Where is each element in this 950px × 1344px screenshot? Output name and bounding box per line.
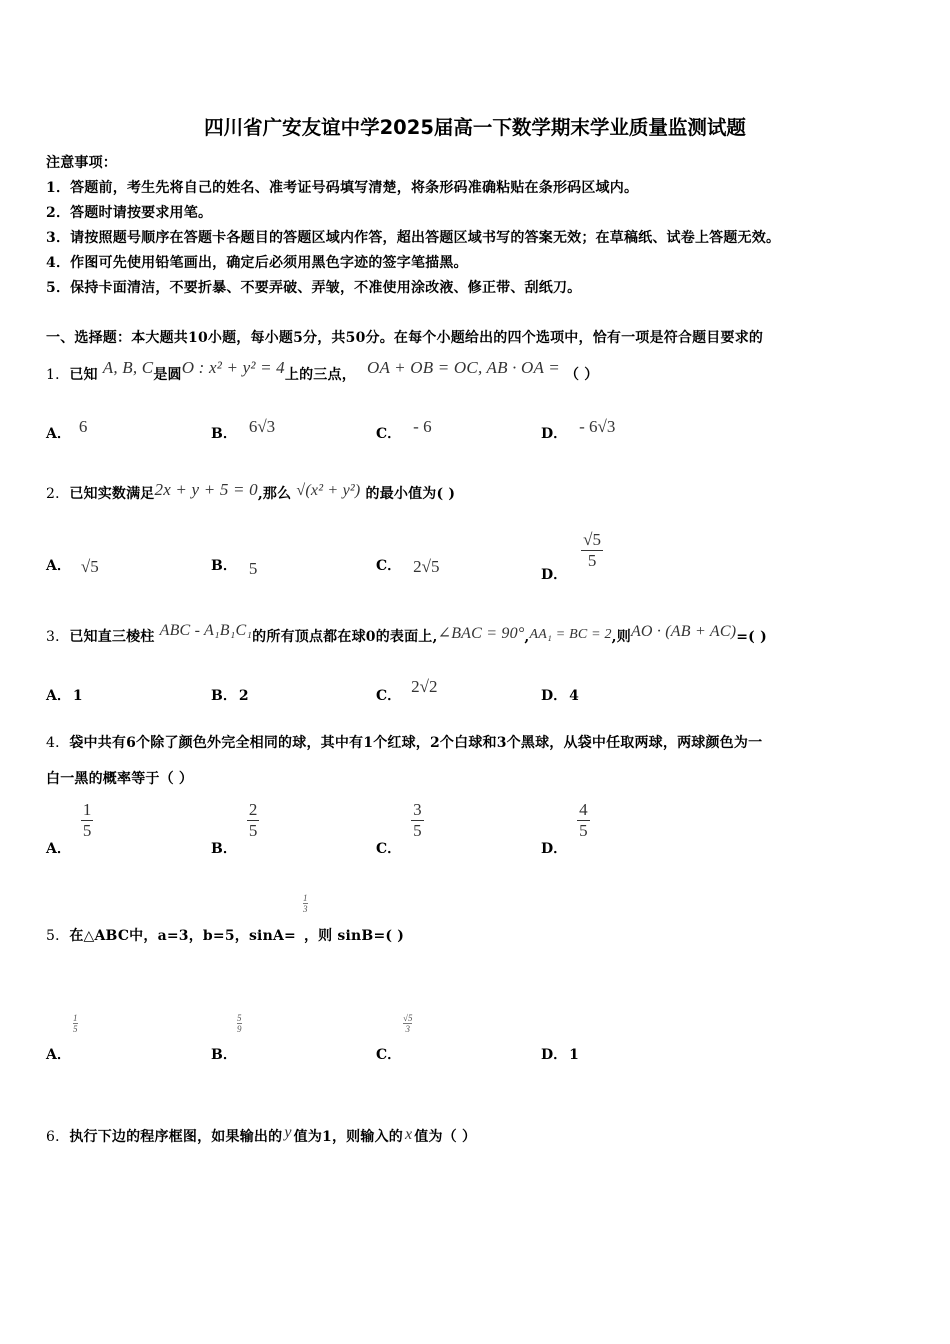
fraction	[73, 1013, 78, 1034]
numerator: 2	[248, 800, 258, 819]
option-c: C．	[376, 1047, 402, 1063]
option-d	[541, 1044, 579, 1064]
numerator: 5	[237, 1013, 242, 1023]
numerator: 3	[413, 800, 422, 819]
option-label: D．	[541, 566, 568, 583]
option-a: A．	[46, 1047, 71, 1063]
option-value: 6√3	[248, 417, 276, 436]
question-4-continued: 白一黑的概率等于（ ）	[46, 771, 194, 787]
option-c-fraction	[403, 1013, 412, 1036]
option-label: D．	[541, 840, 568, 857]
question-5	[46, 925, 404, 945]
numerator: 1	[303, 893, 308, 903]
fraction	[581, 530, 603, 571]
question-2	[46, 480, 456, 503]
question-number: 1．	[46, 367, 70, 383]
question-text: 执行下边的程序框图，如果输出的	[69, 1129, 283, 1145]
math-var: x	[404, 1126, 413, 1143]
question-text: 已知直三棱柱	[69, 629, 155, 645]
option-c	[376, 555, 440, 575]
fraction	[577, 800, 590, 841]
question-text: 的所有顶点都在球0的表面上,	[252, 629, 438, 645]
option-a	[46, 800, 93, 857]
question-3	[46, 622, 767, 646]
question-text: 已知	[69, 367, 98, 383]
option-label: D．	[541, 1047, 568, 1063]
denominator: 5	[73, 1024, 78, 1034]
option-d	[541, 685, 579, 705]
numerator: 1	[73, 1013, 78, 1023]
option-a	[46, 685, 83, 705]
option-label: D．	[541, 426, 568, 442]
option-value: - 6	[413, 417, 432, 436]
option-value: 6	[78, 417, 88, 436]
option-b-fraction	[237, 1013, 242, 1036]
option-b	[211, 685, 249, 705]
question-text: 值为1，则输入的	[293, 1129, 403, 1145]
option-a	[46, 555, 99, 575]
denominator: 3	[403, 1023, 412, 1034]
question-text: 袋中共有6个除了颜色外完全相同的球，其中有1个红球，2个白球和3个黑球，从袋中任取两球，两球颜色为一	[69, 735, 763, 751]
option-b: B．	[211, 1047, 237, 1063]
denominator: 5	[581, 550, 603, 571]
math-expr: AO · (AB + AC)	[630, 623, 737, 640]
option-c	[376, 417, 432, 443]
option-b	[211, 555, 258, 578]
math-expr: A, B, C	[102, 358, 154, 377]
fraction	[81, 800, 94, 841]
math-expr: 2x + y + 5 = 0	[154, 480, 258, 499]
option-b	[211, 800, 259, 857]
option-value: 1	[569, 1047, 579, 1063]
option-b	[211, 417, 276, 443]
question-number: 3．	[46, 629, 70, 645]
question-text: =( )	[736, 629, 767, 645]
option-a	[46, 417, 88, 443]
question-1	[46, 358, 599, 384]
option-label: C．	[376, 840, 402, 857]
denominator: 5	[413, 821, 422, 840]
question-text: 值为（ ）	[414, 1129, 477, 1145]
numerator: 4	[579, 800, 588, 819]
notice-item: 5．保持卡面清洁，不要折暴、不要弄破、弄皱，不准使用涂改液、修正带、刮纸刀。	[46, 280, 582, 296]
option-value: 4	[569, 688, 579, 704]
option-label: A．	[46, 426, 71, 442]
option-value: 2√2	[411, 677, 438, 696]
sinA-fraction	[303, 893, 308, 916]
denominator: 5	[82, 821, 92, 840]
page-title: 四川省广安友谊中学2025届高一下数学期末学业质量监测试题	[204, 116, 746, 139]
option-label: B．	[211, 688, 237, 704]
notice-item: 3．请按照题号顺序在答题卡各题目的答题区域内作答，超出答题区域书写的答案无效；在草稿纸、试卷上答题无效。	[46, 230, 781, 246]
option-label: A．	[46, 840, 71, 857]
math-expr: ∠BAC = 90°	[437, 625, 525, 642]
question-6	[46, 1126, 476, 1146]
option-value: - 6√3	[579, 417, 616, 436]
question-text: ,那么	[257, 486, 292, 502]
fraction	[247, 800, 260, 841]
fraction	[303, 893, 308, 914]
denominator: 5	[579, 821, 588, 840]
question-text: （ ）	[565, 367, 599, 383]
option-d	[541, 417, 616, 443]
question-text: ,	[524, 629, 530, 645]
numerator: 1	[82, 800, 92, 819]
option-label: C．	[376, 558, 402, 574]
option-label: B．	[211, 840, 237, 857]
numerator: √5	[583, 530, 601, 549]
question-text: 上的三点，	[284, 367, 356, 383]
fraction	[237, 1013, 242, 1034]
denominator: 3	[303, 904, 308, 914]
math-expr: AA₁ = BC = 2	[529, 627, 612, 642]
math-expr: ABC - A₁B₁C₁	[159, 622, 253, 639]
notice-item: 1．答题前，考生先将自己的姓名、准考证号码填写清楚，将条形码准确粘贴在条形码区域内。	[46, 180, 639, 196]
question-number: 5．	[46, 928, 70, 944]
math-var: y	[284, 1124, 292, 1141]
option-label: A．	[46, 688, 71, 704]
question-text: 已知实数满足	[69, 486, 155, 502]
question-number: 4．	[46, 735, 70, 751]
fraction	[403, 1013, 412, 1034]
option-value: √5	[80, 557, 99, 576]
option-label: C．	[376, 426, 402, 442]
option-value: 5	[248, 559, 258, 578]
notice-item: 2．答题时请按要求用笔。	[46, 205, 213, 221]
denominator: 9	[237, 1024, 242, 1034]
denominator: 5	[248, 821, 258, 840]
question-text: ，则 sinB=( )	[303, 928, 405, 944]
option-a-fraction	[73, 1013, 78, 1036]
option-label: A．	[46, 558, 71, 574]
notice-item: 4．作图可先使用铅笔画出，确定后必须用黑色字迹的签字笔描黑。	[46, 255, 468, 271]
math-expr: O : x² + y² = 4	[181, 358, 285, 377]
question-text: 在△ABC中，a=3，b=5，sinA=	[69, 928, 296, 944]
notice-heading: 注意事项：	[46, 155, 117, 171]
question-text: 是圆	[153, 367, 182, 383]
option-value: 2√5	[413, 557, 440, 576]
option-c	[376, 677, 438, 705]
option-label: B．	[211, 558, 237, 574]
math-expr: √(x² + y²)	[296, 482, 361, 499]
option-label: D．	[541, 688, 568, 704]
option-d	[541, 800, 590, 857]
question-4	[46, 732, 762, 752]
option-label: C．	[376, 688, 402, 704]
question-text: 的最小值为( )	[365, 486, 456, 502]
option-value: 2	[238, 688, 249, 704]
option-value: 1	[72, 688, 83, 704]
question-number: 6．	[46, 1129, 70, 1145]
option-d	[541, 530, 603, 583]
question-text: ,则	[611, 629, 631, 645]
numerator: √5	[403, 1013, 413, 1023]
section-heading: 一、选择题：本大题共10小题，每小题5分，共50分。在每个小题给出的四个选项中，恰有一项是符合题目要求的	[46, 330, 764, 346]
math-expr: OA + OB = OC, AB · OA =	[366, 358, 560, 377]
question-number: 2．	[46, 486, 70, 502]
option-c	[376, 800, 424, 857]
option-label: B．	[211, 426, 237, 442]
fraction	[411, 800, 424, 841]
